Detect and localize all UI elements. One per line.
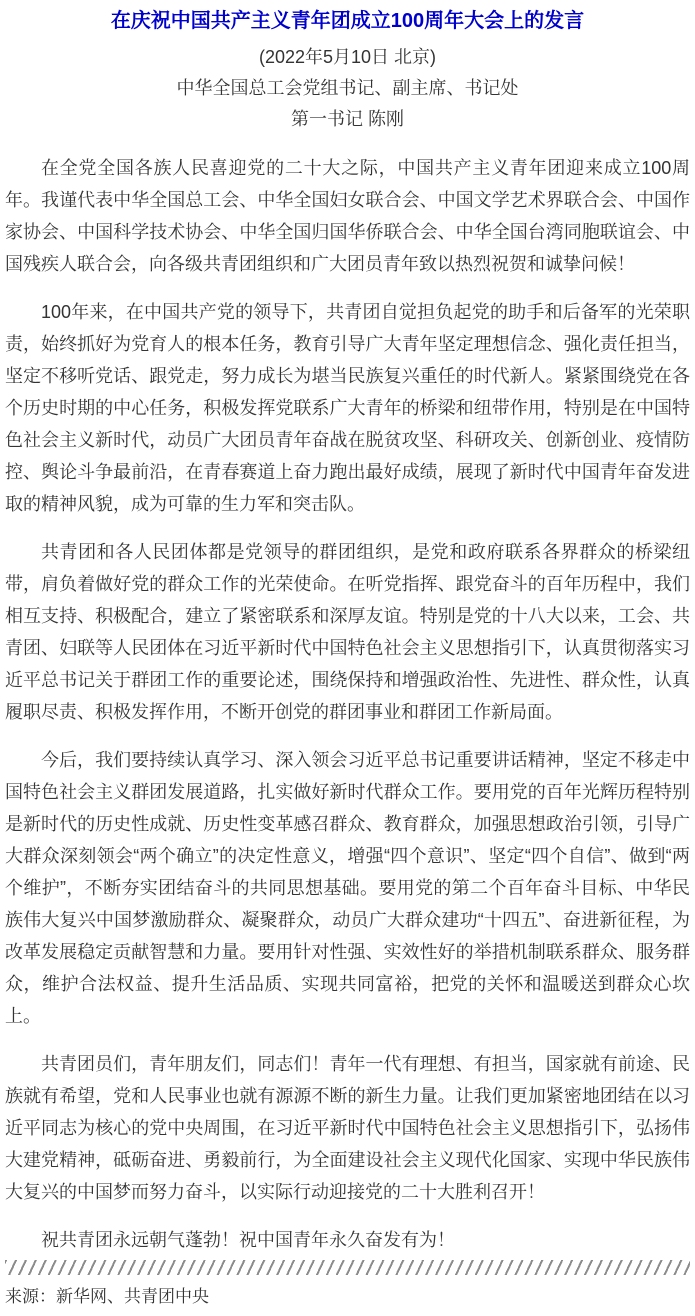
dateline: (2022年5月10日 北京) (258, 47, 437, 67)
body-paragraph: 共青团和各人民团体都是党领导的群团组织，是党和政府联系各界群众的桥梁纽带，肩负着做好党的群众工作的光荣使命。在听党指挥、跟党奋斗的百年历程中，我们相互支持、积极配合，建立了紧密联系和深厚友谊。特别是党的十八大以来，工会、共青团、妇联等人民团体在习近平新时代中国特色社会主义思想指引下，认真贯彻落实习近平总书记关于群团工作的重要论述，围绕保持和增强政治性、先进性、群众性，认真履职尽责、积极发挥作用，不断开创党的群团事业和群团工作新局面。 (5, 542, 690, 722)
body-paragraph: 共青团员们，青年朋友们，同志们！青年一代有理想、有担当，国家就有前途、民族就有希望，党和人民事业也就有源源不断的新生力量。让我们更加紧密地团结在以习近平同志为核心的党中央周围，在习近平新时代中国特色社会主义思想指引下，弘扬伟大建党精神，砥砺奋进、勇毅前行，为全面建设社会主义现代化国家、实现中华民族伟大复兴的中国梦而努力奋斗，以实际行动迎接党的二十大胜利召开！ (5, 1054, 690, 1202)
source-line: 来源：新华网、共青团中央 (5, 1287, 209, 1306)
byline-name: 第一书记 陈刚 (290, 109, 404, 129)
hatched-divider (5, 1260, 690, 1275)
body-paragraph: 100年来，在中国共产党的领导下，共青团自觉担负起党的助手和后备军的光荣职责，始终抓好为党育人的根本任务，教育引导广大青年坚定理想信念、强化责任担当，坚定不移听党话、跟党走，努力成长为堪当民族复兴重任的时代新人。紧紧围绕党在各个历史时期的中心任务，积极发挥党联系广大青年的桥梁和纽带作用，特别是在中国特色社会主义新时代，动员广大团员青年奋战在脱贫攻坚、科研攻关、创新创业、疫情防控、舆论斗争最前沿，在青春赛道上奋力跑出最好成绩，展现了新时代中国青年奋发进取的精神风貌，成为可靠的生力军和突击队。 (5, 302, 690, 514)
body-paragraph: 在全党全国各族人民喜迎党的二十大之际，中国共产主义青年团迎来成立100周年。我谨代表中华全国总工会、中华全国妇女联合会、中国文学艺术界联合会、中国作家协会、中国科学技术协会、中华全国归国华侨联合会、中华全国台湾同胞联谊会、中国残疾人联合会，向各级共青团组织和广大团员青年致以热烈祝贺和诚挚问候！ (5, 158, 690, 274)
article-body (5, 152, 690, 1256)
closing-paragraph: 祝共青团永远朝气蓬勃！祝中国青年永久奋发有为！ (41, 1230, 455, 1250)
byline-organization: 中华全国总工会党组书记、副主席、书记处 (176, 78, 519, 98)
page-title: 在庆祝中国共产主义青年团成立100周年大会上的发言 (110, 10, 585, 32)
body-paragraph: 今后，我们要持续认真学习、深入领会习近平总书记重要讲话精神，坚定不移走中国特色社会主义群团发展道路，扎实做好新时代群众工作。要用党的百年光辉历程特别是新时代的历史性成就、历史性变革感召群众、教育群众，加强思想政治引领，引导广大群众深刻领会“两个确立”的决定性意义，增强“四个意识”、坚定“四个自信”、做到“两个维护”，不断夯实团结奋斗的共同思想基础。要用党的第二个百年奋斗目标、中华民族伟大复兴中国梦激励群众、凝聚群众，动员广大群众建功“十四五”、奋进新征程，为改革发展稳定贡献智慧和力量。要用针对性强、实效性好的举措机制联系群众、服务群众，维护合法权益、提升生活品质、实现共同富裕，把党的关怀和温暖送到群众心坎上。 (5, 750, 690, 1026)
